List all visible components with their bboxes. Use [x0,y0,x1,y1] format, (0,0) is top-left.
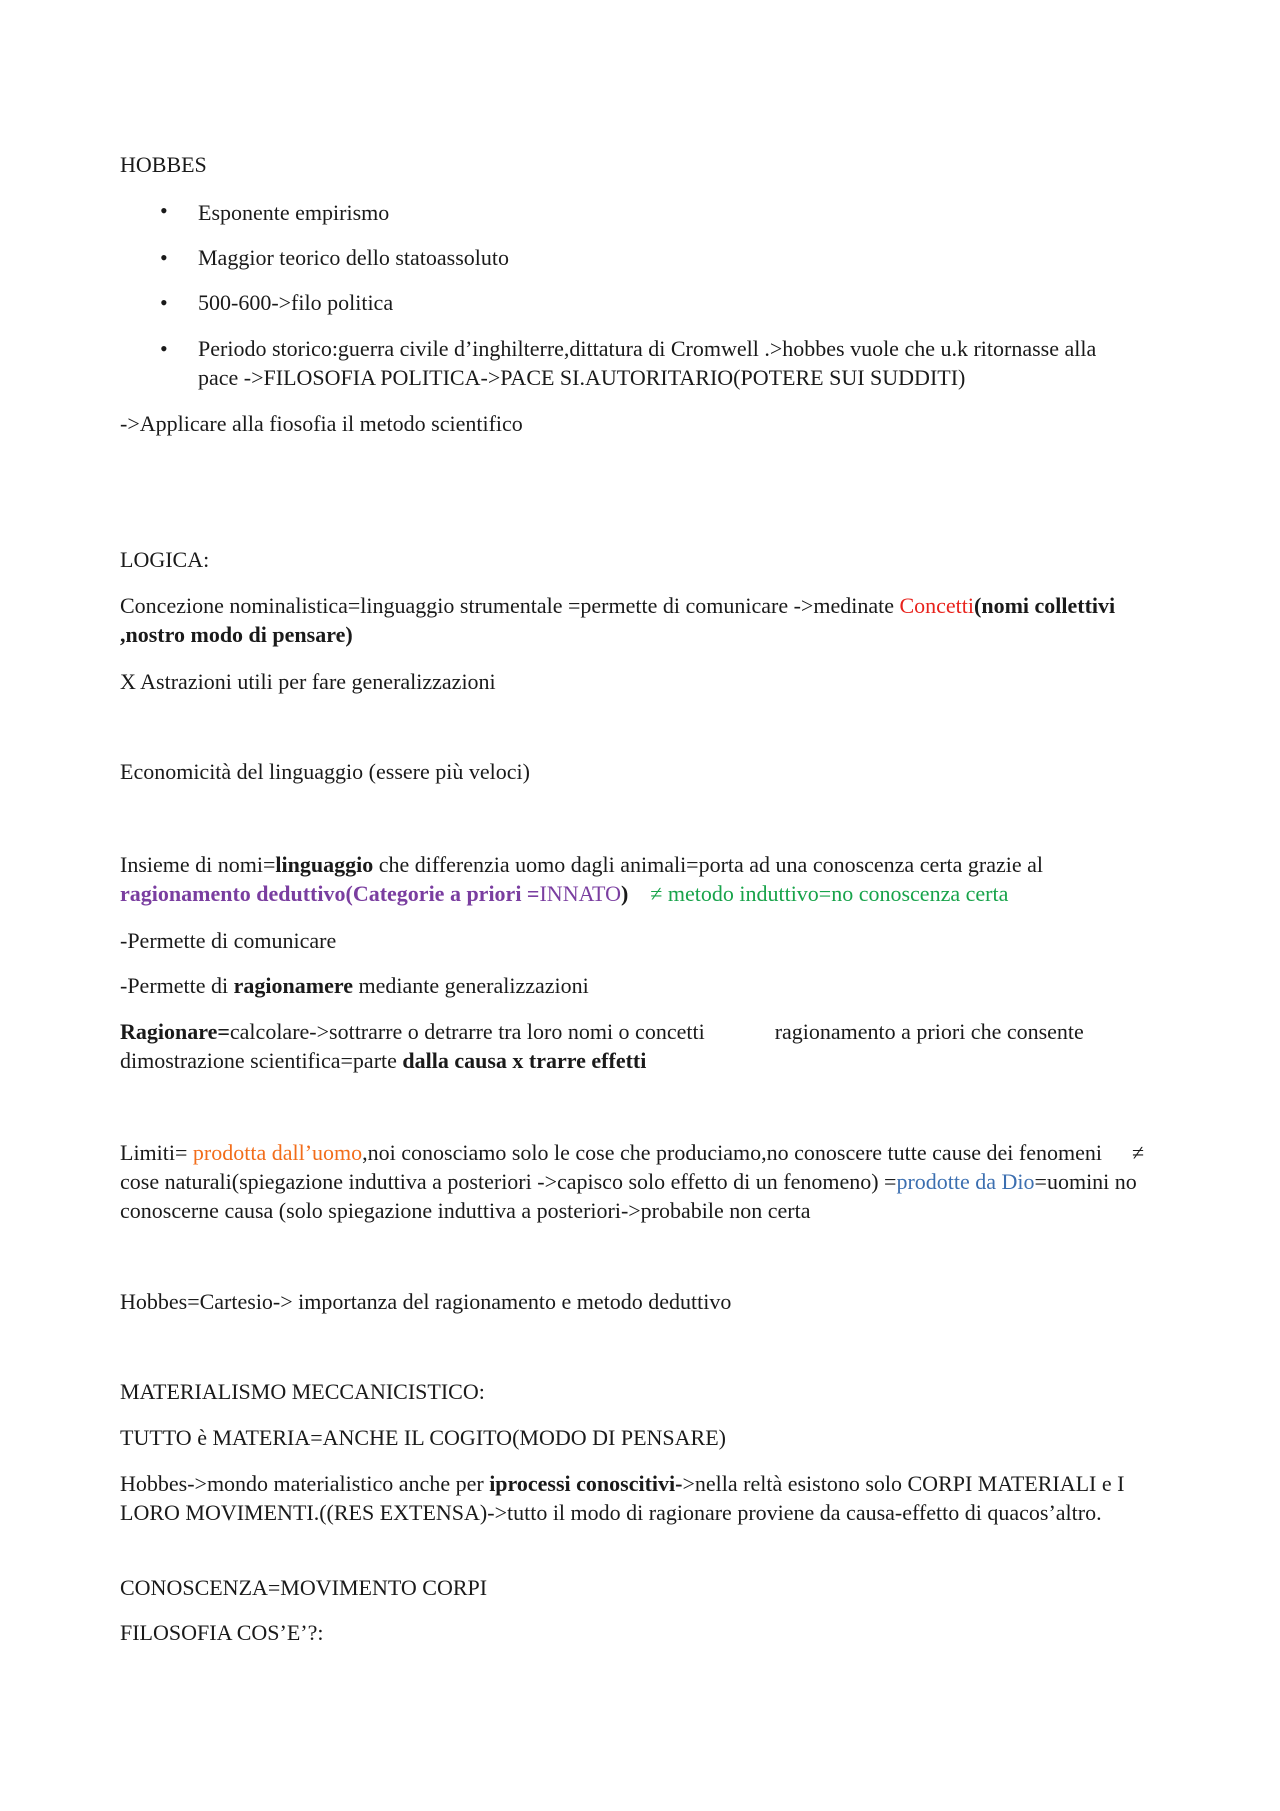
concezione-bold-tail: (nomi collettivi ,nostro modo di pensare) [120,593,1116,647]
prodotta-uomo-highlight: prodotta dall’uomo [192,1140,363,1165]
permette-text-1: -Permette di [120,973,234,998]
insieme-text-2: che differenzia uomo dagli animali=porta ad una conoscenza certa grazie al [373,852,1044,877]
linguaggio-bold: linguaggio [275,852,374,877]
economicita-line: Economicità del linguaggio (essere più veloci) [120,759,530,784]
astrazioni-line: X Astrazioni utili per fare generalizzazioni [120,669,496,694]
ragionare-bold: Ragionare= [120,1019,230,1044]
limiti-text-3: ≠ cose naturali(spiegazione induttiva a posteriori ->capisco solo effetto di un fenomeno) = [120,1140,1145,1194]
innato-highlight: INNATO [539,881,621,906]
ragionare-text-1: calcolare->sottrarre o detrarre tra loro nomi o concetti [229,1019,705,1044]
bullet-icon: • [160,245,168,270]
materialismo-heading: MATERIALISMO MECCANICISTICO: [120,1379,485,1404]
filosofia-line: FILOSOFIA COS’E’?: [120,1620,324,1645]
concetti-highlight: Concetti [899,593,975,618]
logica-heading: LOGICA: [120,547,210,572]
ragionamento-deduttivo-highlight: ragionamento deduttivo(Categorie a priori = [120,881,540,906]
bullet-icon: • [160,290,168,315]
insieme-paragraph [120,850,1160,908]
prodotte-dio-highlight: prodotte da Dio [896,1169,1035,1194]
processi-conoscitivi-bold: iprocessi conoscitivi- [489,1471,683,1496]
close-paren: ) [620,881,629,906]
hobbes-mondo-text-1: Hobbes->mondo materialistico anche per [120,1471,490,1496]
page-title: HOBBES [120,152,207,177]
bullet-item-1: Esponente empirismo [198,200,390,225]
limiti-paragraph [120,1138,1170,1225]
ragionamere-bold: ragionamere [233,973,353,998]
bullet-item-2: Maggior teorico dello statoassoluto [198,245,509,270]
permette-comunicare-line: -Permette di comunicare [120,928,337,953]
hobbes-mondo-text-2: >nella reltà esistono solo CORPI MATERIALI e I LORO MOVIMENTI.((RES EXTENSA)->tutto il modo di ragionare proviene da causa-effetto di quacos’altro. [120,1471,1125,1525]
limiti-label: Limiti= [120,1140,193,1165]
bullet-icon: • [160,198,168,223]
concezione-text: Concezione nominalistica=linguaggio strumentale =permette di comunicare ->medinate [120,593,900,618]
conoscenza-line: CONOSCENZA=MOVIMENTO CORPI [120,1575,488,1600]
metodo-induttivo-highlight: ≠ metodo induttivo=no conoscenza certa [650,881,1009,906]
intro-line: ->Applicare alla fiosofia il metodo scientifico [120,411,523,436]
tutto-materia-line: TUTTO è MATERIA=ANCHE IL COGITO(MODO DI PENSARE) [120,1425,726,1450]
limiti-text-4: =uomini no conoscerne causa (solo spiegazione induttiva a posteriori->probabile non certa [120,1169,1137,1223]
ragionare-text-2: ragionamento a priori che consente dimostrazione scientifica=parte [120,1019,1084,1073]
bullet-item-4: Periodo storico:guerra civile d’inghilterre,dittatura di Cromwell .>hobbes vuole che u.k ritornasse alla pace ->FILOSOFIA POLITICA->PACE SI.AUTORITARIO(POTERE SUI SUDDITI) [198,336,1097,390]
limiti-text-2: ,noi conosciamo solo le cose che produciamo,no conoscere tutte cause dei fenomeni [362,1140,1102,1165]
insieme-text-1: Insieme di nomi= [120,852,276,877]
hobbes-mondo-paragraph [120,1469,1160,1527]
permette-text-2: mediante generalizzazioni [352,973,589,998]
bullet-item-3: 500-600->filo politica [198,290,394,315]
hobbes-cartesio-line: Hobbes=Cartesio-> importanza del ragionamento e metodo deduttivo [120,1289,732,1314]
ragionare-paragraph [120,1017,1160,1075]
permette-ragionare-line [120,971,1160,1000]
bullet-icon: • [160,336,168,361]
ragionare-bold-tail: dalla causa x trarre effetti [402,1048,647,1073]
concezione-paragraph [120,591,1160,649]
